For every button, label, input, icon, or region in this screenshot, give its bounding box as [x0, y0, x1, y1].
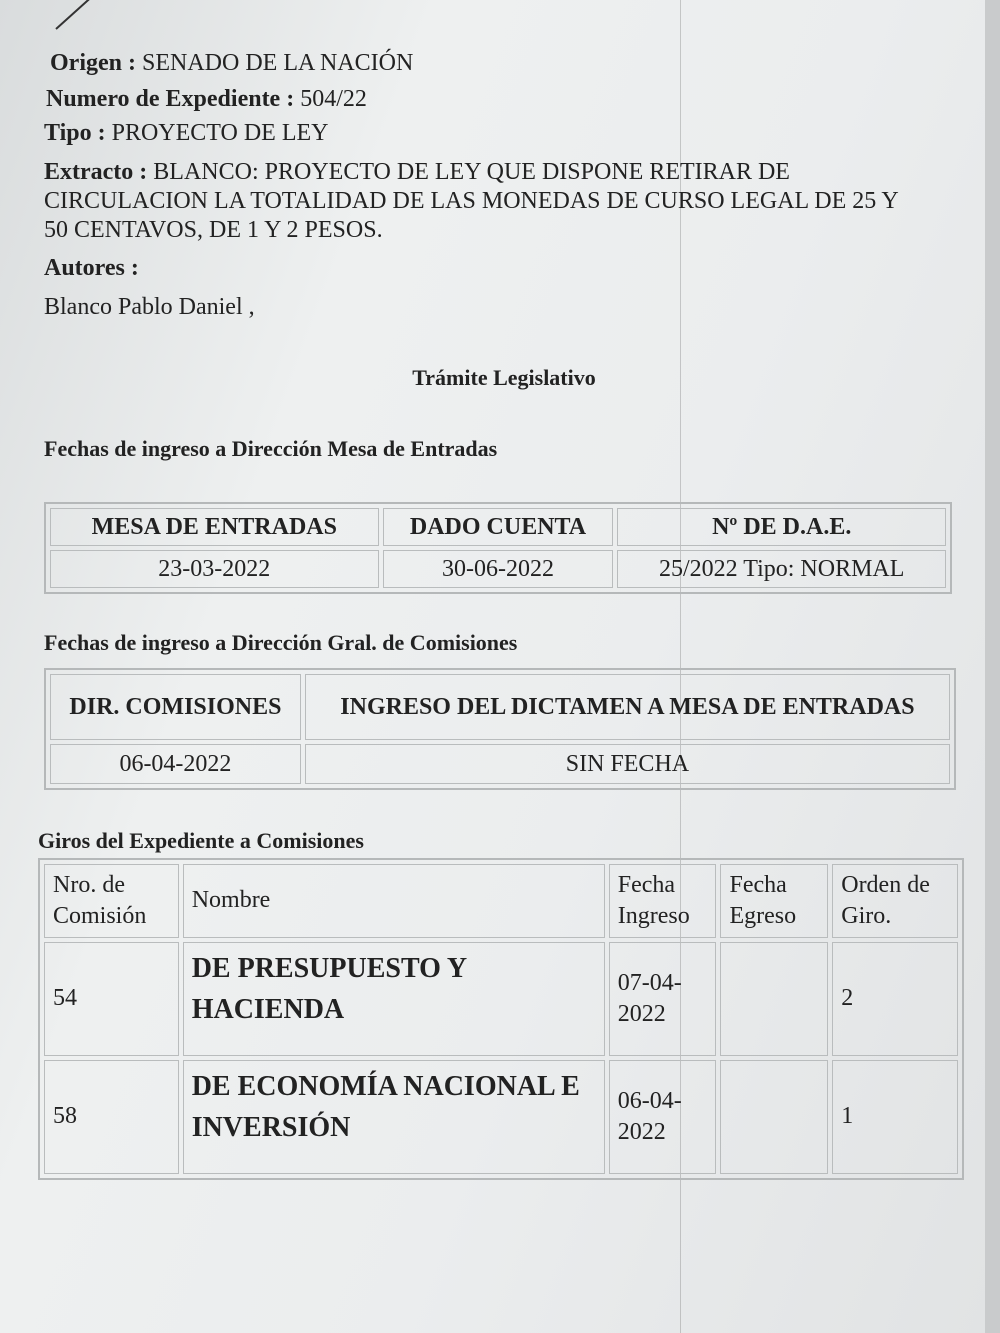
fecha-egreso: [720, 1060, 828, 1174]
header-dado-cuenta: DADO CUENTA: [383, 508, 614, 546]
mesa-entradas-table: [44, 502, 952, 594]
table-row: [44, 1060, 958, 1174]
autores-label: Autores :: [44, 255, 139, 281]
extracto-value: BLANCO: PROYECTO DE LEY QUE DISPONE RETIRAR DE CIRCULACION LA TOTALIDAD DE LAS MONEDAS DE CURSO LEGAL DE 25 Y 50 CENTAVOS, DE 1 Y 2 PESOS.: [44, 159, 898, 243]
fecha-ingreso: 07-04-2022: [609, 942, 717, 1056]
comision-nombre: DE ECONOMÍA NACIONAL E INVERSIÓN: [183, 1060, 605, 1174]
header-ingreso-dictamen: INGRESO DEL DICTAMEN A MESA DE ENTRADAS: [305, 674, 950, 740]
mesa-entradas-date: 23-03-2022: [50, 550, 379, 588]
tipo-value: PROYECTO DE LEY: [111, 120, 329, 146]
header-fecha-egreso: Fecha Egreso: [720, 864, 828, 938]
tramite-title: Trámite Legislativo: [412, 365, 596, 390]
mesa-entradas-title: Fechas de ingreso a Dirección Mesa de Entradas: [44, 436, 498, 461]
header-dae: Nº DE D.A.E.: [617, 508, 946, 546]
extracto-label: Extracto :: [44, 159, 148, 185]
comisiones-fechas-table: [44, 668, 956, 790]
header-mesa-entradas: MESA DE ENTRADAS: [50, 508, 379, 546]
numero-expediente-line: [46, 84, 367, 115]
giros-table: [38, 858, 964, 1180]
origen-label: Origen :: [50, 50, 136, 76]
comision-nombre: DE PRESUPUESTO Y HACIENDA: [183, 942, 605, 1056]
autores-line: [44, 253, 139, 284]
dae-value: 25/2022 Tipo: NORMAL: [617, 550, 946, 588]
header-nro-comision: Nro. de Comisión: [44, 864, 179, 938]
header-fecha-ingreso: Fecha Ingreso: [609, 864, 717, 938]
table-row: [50, 744, 950, 784]
tipo-label: Tipo :: [44, 120, 106, 146]
fecha-ingreso: 06-04-2022: [609, 1060, 717, 1174]
numero-value: 504/22: [300, 86, 367, 112]
giros-title: Giros del Expediente a Comisiones: [38, 828, 364, 853]
paper-edge: [985, 0, 1000, 1333]
table-row: [50, 550, 946, 588]
origen-value: SENADO DE LA NACIÓN: [141, 50, 414, 76]
header-dir-comisiones: DIR. COMISIONES: [50, 674, 301, 740]
comisiones-fechas-title: Fechas de ingreso a Dirección Gral. de Comisiones: [44, 630, 518, 655]
table-row: [44, 942, 958, 1056]
extracto-line: [44, 158, 924, 244]
numero-label: Numero de Expediente :: [46, 86, 295, 112]
fecha-egreso: [720, 942, 828, 1056]
table-header-row: [44, 864, 958, 938]
dado-cuenta-date: 30-06-2022: [383, 550, 614, 588]
table-header-row: [50, 674, 950, 740]
orden-giro: 1: [832, 1060, 958, 1174]
tipo-line: [44, 118, 328, 149]
header-nombre: Nombre: [183, 864, 605, 938]
nro-comision: 54: [44, 942, 179, 1056]
nro-comision: 58: [44, 1060, 179, 1174]
dir-comisiones-date: 06-04-2022: [50, 744, 301, 784]
orden-giro: 2: [832, 942, 958, 1056]
origen-line: [50, 48, 413, 79]
autor-name: Blanco Pablo Daniel ,: [44, 294, 255, 320]
ingreso-dictamen-value: SIN FECHA: [305, 744, 950, 784]
table-header-row: [50, 508, 946, 546]
header-orden-giro: Orden de Giro.: [832, 864, 958, 938]
